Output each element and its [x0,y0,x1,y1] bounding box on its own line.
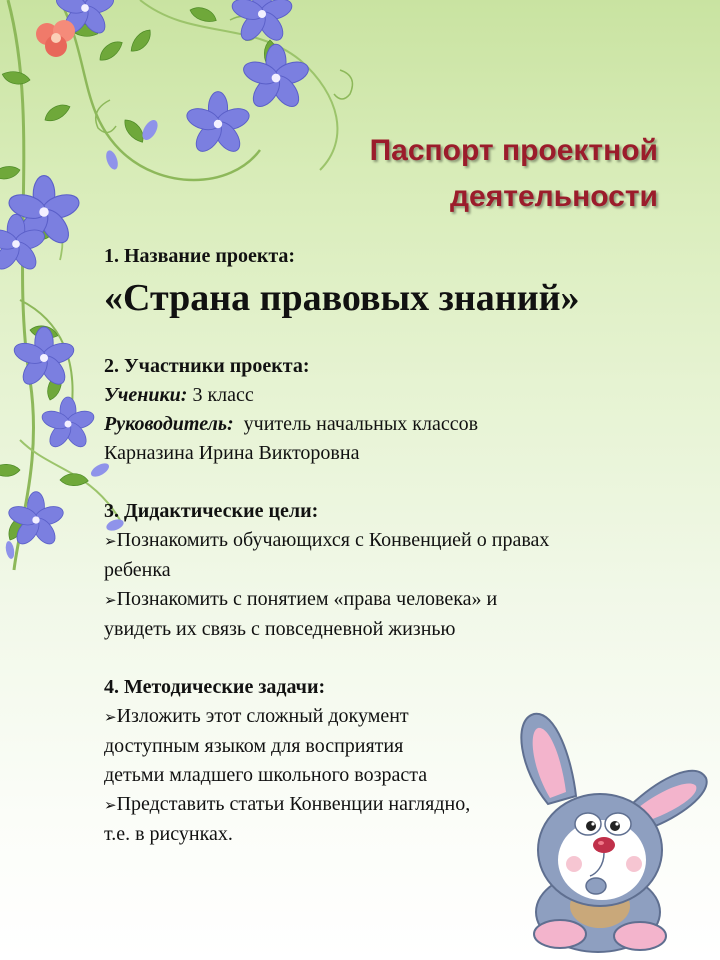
slide-title [370,128,658,220]
goal-item-2-line-2: увидеть их связь с повседневной жизнью [104,618,456,640]
students-line [104,381,664,410]
task-item-2-text-1: Представить статьи Конвенции наглядно, [116,793,471,815]
leader-name: Карназина Ирина Викторовна [104,442,360,464]
project-name: «Страна правовых знаний» [104,277,580,319]
goal-item-1-text-1: Познакомить обучающихся с Конвенцией о правах [116,529,550,551]
students-value: 3 класс [187,384,254,406]
task-item-1-text-1: Изложить этот сложный документ [116,705,409,727]
students-label: Ученики: [104,384,188,406]
task-item-1-line-3: детьми младшего школьного возраста [104,764,428,786]
slide-title-line-1: Паспорт проектной [369,134,658,167]
bullet-arrow-icon: ➢ [104,796,117,814]
task-item-1-line-2: доступным языком для восприятия [104,735,404,757]
bullet-arrow-icon: ➢ [104,708,117,726]
leader-value: учитель начальных классов [233,413,479,435]
section-1-heading: 1. Название проекта: [104,245,296,267]
bullet-arrow-icon: ➢ [104,591,117,609]
goal-item-2-line-1 [104,585,664,615]
goal-item-1-line-2: ребенка [104,559,171,581]
leader-line [104,410,664,439]
goal-item-2-text-1: Познакомить с понятием «права человека» и [116,588,498,610]
goal-item-1-line-1 [104,526,664,556]
leader-label: Руководитель: [104,413,234,435]
bullet-arrow-icon: ➢ [104,532,117,550]
section-3-heading: 3. Дидактические цели: [104,500,319,522]
task-item-2-line-2: т.е. в рисунках. [104,823,233,845]
slide-title-line-2: деятельности [450,180,658,213]
section-4-heading: 4. Методические задачи: [104,676,326,698]
bunny-illustration [500,700,715,955]
section-2-heading: 2. Участники проекта: [104,355,310,377]
